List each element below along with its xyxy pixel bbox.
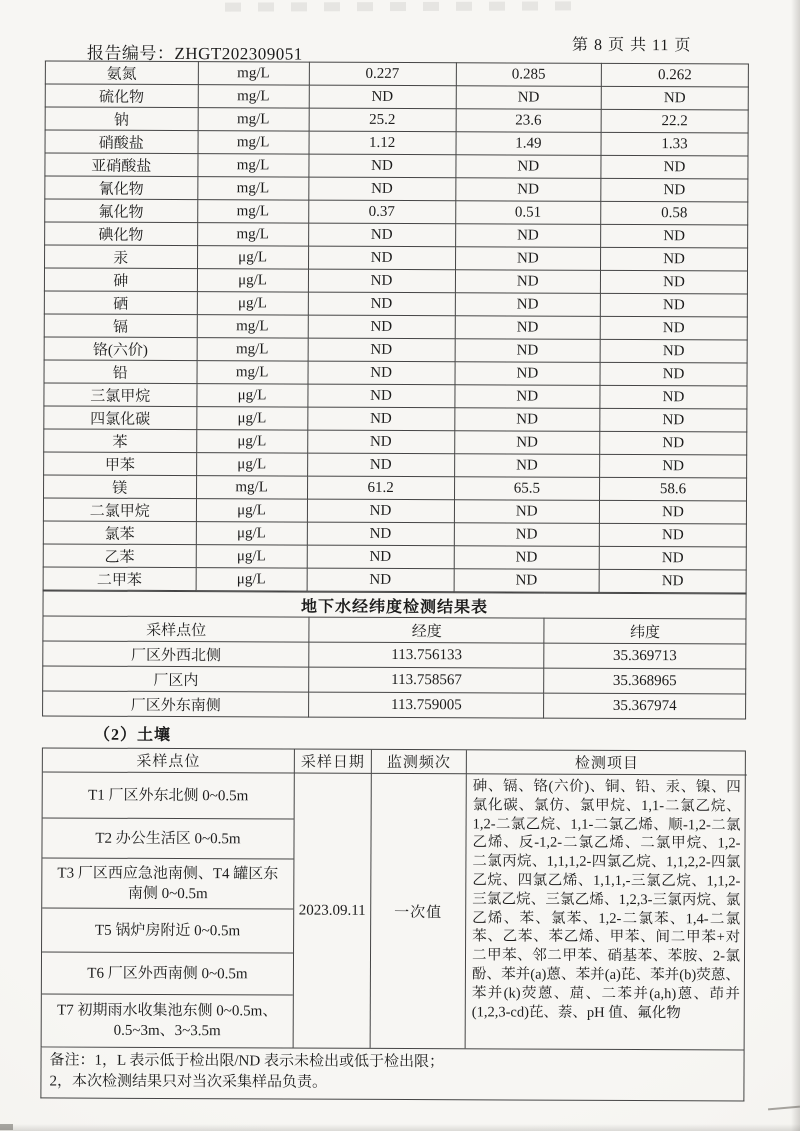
soil-points-column [42,772,295,1047]
unit-cell: mg/L [198,85,309,108]
value-cell-1: ND [307,522,454,546]
parameter-cell: 苯 [44,429,197,453]
unit-cell: μg/L [197,292,308,315]
value-cell-3: 1.33 [601,132,748,156]
parameter-cell: 硫化物 [45,84,198,108]
parameter-cell: 砷 [44,268,197,292]
sampling-point-cell: 厂区外西北侧 [43,641,310,667]
value-cell-2: 23.6 [456,109,602,133]
header-sampling-point: 采样点位 [43,616,310,642]
parameter-cell: 镁 [44,475,197,499]
longitude-cell: 113.756133 [309,642,544,668]
soil-header-date: 采样日期 [295,750,372,774]
unit-cell: μg/L [196,522,307,545]
value-cell-3: ND [601,86,748,110]
table-row [43,521,746,547]
table-row [43,498,746,524]
value-cell-3: ND [600,385,747,409]
value-cell-1: ND [308,292,455,316]
value-cell-3: ND [601,247,748,271]
parameter-cell: 二氯甲烷 [43,498,196,522]
parameter-cell: 铅 [44,360,197,384]
latitude-cell: 35.368965 [544,668,746,694]
value-cell-1: 1.12 [309,131,456,155]
longitude-cell: 113.758567 [309,667,544,693]
soil-date-cell: 2023.09.11 [294,774,372,1048]
parameter-cell: 三氯甲烷 [44,383,197,407]
soil-section-label: （2）土壤 [93,726,172,745]
value-cell-1: ND [307,545,454,569]
unit-cell: mg/L [197,177,308,200]
table-row [45,107,748,133]
value-cell-2: ND [456,86,602,110]
parameter-cell: 四氯化碳 [44,406,197,430]
soil-sampling-table [41,747,746,1050]
value-cell-2: ND [454,431,600,455]
table-row [44,452,747,478]
value-cell-3: ND [600,454,747,478]
report-number-label: 报告编号： [86,43,175,64]
parameter-cell: 亚硝酸盐 [45,153,198,177]
soil-point-cell: T3 厂区西应急池南侧、T4 罐区东南侧 0~0.5m [42,858,293,909]
value-cell-3: ND [599,546,746,570]
parameter-cell: 碘化物 [45,222,198,246]
unit-cell: mg/L [198,131,309,154]
table-row [45,245,748,271]
soil-header-frequency: 监测频次 [372,750,467,774]
unit-cell: mg/L [196,476,307,499]
groundwater-results-body [43,61,748,593]
coordinates-title-row [43,591,746,619]
table-row [45,130,748,156]
value-cell-3: 58.6 [600,477,747,501]
note-line-2: 2，本次检测结果只对当次采集样品负责。 [49,1073,328,1091]
value-cell-2: ND [454,546,600,570]
notes-box [40,1047,744,1101]
parameter-cell: 氯苯 [43,521,196,545]
value-cell-1: ND [307,430,454,454]
value-cell-1: 25.2 [309,108,456,132]
value-cell-3: 22.2 [601,109,748,133]
value-cell-1: ND [307,407,454,431]
latitude-cell: 35.369713 [544,643,746,669]
soil-point-cell: T7 初期雨水收集池东侧 0~0.5m、0.5~3m、3~3.5m [57,1002,278,1040]
value-cell-2: 65.5 [454,477,600,501]
unit-cell: mg/L [197,154,308,177]
page-indicator: 第 8 页 共 11 页 [571,36,692,55]
longitude-cell: 113.759005 [309,692,544,718]
value-cell-2: ND [455,316,601,340]
table-row [45,61,748,87]
page-edge-shadow-bottom [0,1124,800,1131]
coordinates-table [42,590,747,719]
table-row [44,429,747,455]
table-row [44,291,747,317]
value-cell-2: ND [455,293,601,317]
value-cell-2: ND [454,500,600,524]
unit-cell: mg/L [197,200,308,223]
value-cell-2: ND [455,362,601,386]
soil-point-cell: T5 锅炉房附近 0~0.5m [42,908,293,953]
value-cell-3: 0.58 [601,201,748,225]
report-number [87,39,303,65]
value-cell-1: ND [308,361,455,385]
coordinates-row [43,691,746,719]
value-cell-3: ND [599,500,746,524]
value-cell-3: 0.262 [601,63,748,87]
value-cell-1: 61.2 [307,476,454,500]
value-cell-3: ND [601,224,748,248]
coordinates-table-body [43,591,746,644]
value-cell-2: ND [454,385,600,409]
soil-items-cell: 砷、镉、铬(六价)、铜、铅、汞、镍、四氯化碳、氯仿、氯甲烷、1,1-二氯乙烷、1,2-二氯乙烷、1,1-二氯乙烯、顺-1,2-二氯乙烯、反-1,2-二氯乙烯、二氯甲烷、1,2-二氯丙烷、1,1,1,2-四氯乙烷、1,1,2,2-四氯乙烷、四氯乙烯、1,1,1,-三氯乙烷、1,1,2-三氯乙烷、三氯乙烯、1,2,3-三氯丙烷、氯乙烯、苯、氯苯、1,2-二氯苯、1,4-二氯苯、乙苯、苯乙烯、甲苯、间二甲苯+对二甲苯、邻二甲苯、硝基苯、苯胺、2-氯酚、苯并(a)蒽、苯并(a)芘、苯并(b)荧蒽、苯并(k)荧蒽、䓛、二苯并(a,h)蒽、茚并(1,2,3-cd)芘、萘、pH 值、氟化物 [471,778,741,1021]
parameter-cell: 氰化物 [45,176,198,200]
latitude-cell: 35.367974 [544,693,746,719]
unit-cell: μg/L [197,269,308,292]
table-row [43,567,746,593]
value-cell-2: 0.285 [456,63,602,87]
soil-header-sampling-point: 采样点位 [43,748,295,773]
unit-cell: μg/L [196,568,307,591]
value-cell-3: ND [600,431,747,455]
parameter-cell: 乙苯 [43,544,196,568]
value-cell-1: ND [308,177,455,201]
coordinates-rows [43,641,746,719]
table-row [43,544,746,570]
table-row [44,383,747,409]
value-cell-3: ND [600,316,747,340]
unit-cell: mg/L [197,361,308,384]
header-latitude: 纬度 [544,618,746,644]
parameter-cell: 铬(六价) [44,337,197,361]
soil-point-cell: T2 办公生活区 0~0.5m [42,818,293,859]
unit-cell: μg/L [196,499,307,522]
value-cell-1: 0.227 [309,62,456,86]
value-cell-1: ND [309,154,456,178]
unit-cell: μg/L [196,430,307,453]
groundwater-results-table [43,60,749,593]
value-cell-2: ND [454,523,600,547]
value-cell-1: ND [308,384,455,408]
value-cell-3: ND [599,569,746,593]
table-row [44,360,747,386]
unit-cell: μg/L [196,407,307,430]
value-cell-3: ND [599,523,746,547]
parameter-cell: 氟化物 [45,199,198,223]
coordinates-row [43,666,746,694]
parameter-cell: 钠 [45,107,198,131]
soil-frequency-cell: 一次值 [371,774,467,1048]
page-header [2,0,800,64]
coordinates-header-row [43,616,746,644]
soil-point-cell: T6 厂区外西南侧 0~0.5m [42,952,293,995]
unit-cell: mg/L [198,62,309,85]
value-cell-1: ND [308,315,455,339]
report-number-value: ZHGT202309051 [174,44,303,64]
parameter-cell: 硒 [44,291,197,315]
value-cell-2: ND [455,247,601,271]
page-edge-shadow-right [791,0,800,1131]
value-cell-1: ND [308,338,455,362]
value-cell-3: ND [600,293,747,317]
value-cell-1: ND [307,499,454,523]
soil-header-items: 检测项目 [467,750,747,775]
value-cell-2: ND [455,155,601,179]
value-cell-2: ND [454,408,600,432]
soil-point-cell: T1 厂区外东北侧 0~0.5m [43,772,294,819]
unit-cell: mg/L [197,315,308,338]
value-cell-2: 0.51 [455,201,601,225]
parameter-cell: 镉 [44,314,197,338]
value-cell-1: 0.37 [308,200,455,224]
table-row [44,337,747,363]
table-row [44,314,747,340]
unit-cell: μg/L [196,453,307,476]
value-cell-2: ND [455,178,601,202]
unit-cell: mg/L [197,338,308,361]
note-line-1: 备注：1，L 表示低于检出限/ND 表示未检出或低于检出限； [49,1052,445,1071]
value-cell-1: ND [307,568,454,592]
value-cell-1: ND [307,453,454,477]
header-longitude: 经度 [309,617,544,643]
parameter-cell: 汞 [45,245,198,269]
coordinates-row [43,641,746,669]
table-row [44,268,747,294]
value-cell-2: 1.49 [456,132,602,156]
value-cell-3: ND [601,155,748,179]
value-cell-1: ND [308,223,455,247]
table-row [45,84,748,110]
value-cell-2: ND [455,270,601,294]
parameter-cell: 二甲苯 [43,567,196,591]
value-cell-3: ND [600,339,747,363]
value-cell-3: ND [600,408,747,432]
value-cell-1: ND [308,269,455,293]
parameter-cell: 甲苯 [44,452,197,476]
table-row [44,475,747,501]
table-row [45,199,748,225]
value-cell-3: ND [601,178,748,202]
unit-cell: μg/L [196,384,307,407]
parameter-cell: 氨氮 [45,61,198,85]
unit-cell: μg/L [197,246,308,269]
value-cell-3: ND [600,270,747,294]
value-cell-2: ND [454,569,600,593]
value-cell-2: ND [455,339,601,363]
table-row [45,153,748,179]
coordinates-table-title: 地下水经纬度检测结果表 [43,591,746,619]
value-cell-1: ND [308,246,455,270]
value-cell-2: ND [455,224,601,248]
table-row [45,222,748,248]
table-row [44,406,747,432]
parameter-cell: 硝酸盐 [45,130,198,154]
table-row [45,176,748,202]
unit-cell: μg/L [196,545,307,568]
sampling-point-cell: 厂区外东南侧 [43,691,310,717]
value-cell-3: ND [600,362,747,386]
unit-cell: mg/L [197,223,308,246]
unit-cell: mg/L [198,108,309,131]
sampling-point-cell: 厂区内 [43,666,310,692]
value-cell-2: ND [454,454,600,478]
value-cell-1: ND [309,85,456,109]
